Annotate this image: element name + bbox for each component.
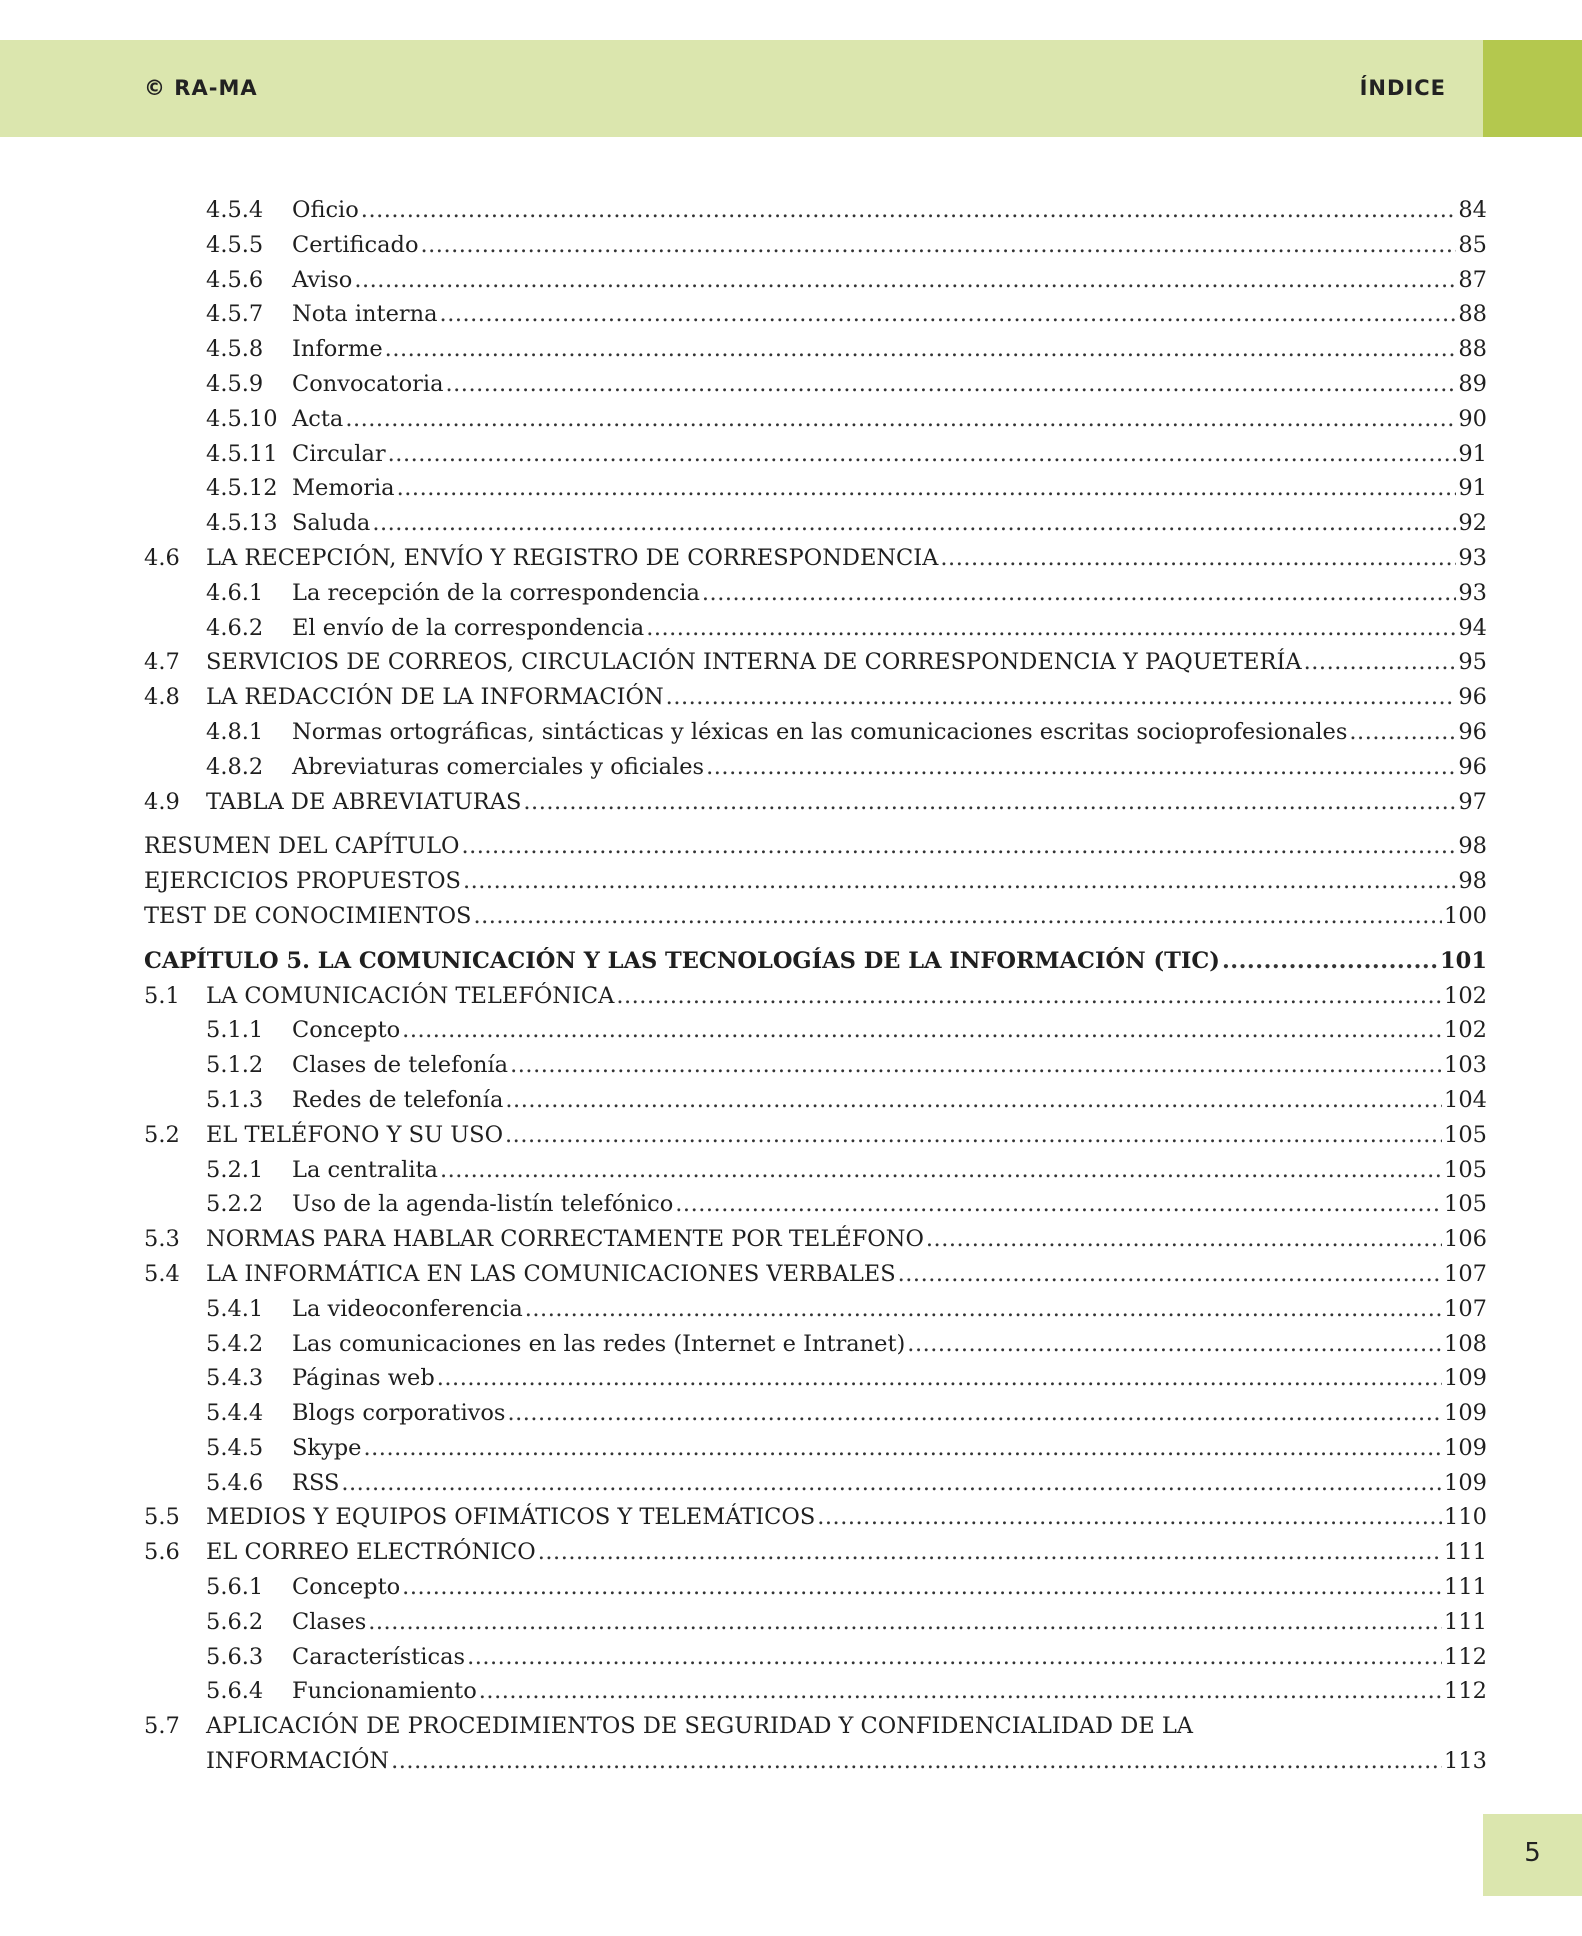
- toc-entry-number: 5.1: [144, 982, 180, 1009]
- toc-entry-number: 5.6.1: [206, 1574, 264, 1601]
- toc-entry: [144, 1257, 1487, 1292]
- toc-entry-title: Circular: [292, 440, 386, 467]
- toc-entry-page: 94: [1458, 614, 1487, 641]
- dot-leader: [898, 1257, 1442, 1292]
- toc-entry-title: Memoria: [292, 475, 395, 502]
- toc-entry: [144, 1396, 1487, 1431]
- toc-entry-number: 4.6.2: [206, 614, 264, 641]
- toc-entry: [144, 829, 1487, 864]
- toc-entry-number: 4.5.7: [206, 301, 264, 328]
- toc-entry: [144, 1431, 1487, 1466]
- toc-entry: [144, 437, 1487, 472]
- toc-entry-number: 4.9: [144, 788, 180, 815]
- toc-entry: [144, 1187, 1487, 1222]
- toc-entry-title: Nota interna: [292, 301, 438, 328]
- toc-entry-page: 87: [1458, 266, 1487, 293]
- toc-entry-page: 93: [1458, 544, 1487, 571]
- dot-leader: [467, 1640, 1442, 1675]
- toc-entry: [144, 611, 1487, 646]
- dot-leader: [463, 864, 1456, 899]
- toc-entry-title: Las comunicaciones en las redes (Internet e Intranet): [292, 1330, 906, 1357]
- toc-entry-title: LA REDACCIÓN DE LA INFORMACIÓN: [206, 684, 664, 711]
- toc-entry-page: 113: [1444, 1748, 1487, 1775]
- toc-entry: [144, 471, 1487, 506]
- toc-entry: [144, 750, 1487, 785]
- dot-leader: [437, 1361, 1442, 1396]
- dot-leader: [907, 1327, 1442, 1362]
- toc-entry-number: 5.1.2: [206, 1052, 264, 1079]
- toc-entry-number: 5.6: [144, 1539, 180, 1566]
- toc-entry-page: 91: [1458, 475, 1487, 502]
- toc-entry-page: 97: [1458, 788, 1487, 815]
- toc-entry-title: La videoconferencia: [292, 1295, 523, 1322]
- toc-entry-page: 106: [1444, 1226, 1487, 1253]
- toc-entry-page: 100: [1444, 902, 1487, 929]
- toc-entry-page: 109: [1444, 1365, 1487, 1392]
- toc-entry: [144, 785, 1487, 820]
- toc-entry-number: 4.5.4: [206, 197, 264, 223]
- toc-entry-page: 111: [1444, 1574, 1487, 1601]
- toc-entry-page: 88: [1458, 301, 1487, 328]
- toc-entry-page: 98: [1458, 833, 1487, 860]
- toc-entry-title: Páginas web: [292, 1365, 435, 1392]
- dot-leader: [461, 829, 1456, 864]
- toc-entry-title: Oficio: [292, 197, 359, 223]
- dot-leader: [479, 1674, 1442, 1709]
- dot-leader: [341, 1466, 1442, 1501]
- toc-entry: [144, 1013, 1487, 1048]
- toc-entry-page: 96: [1458, 718, 1487, 745]
- toc-entry-number: 4.8.1: [206, 718, 264, 745]
- dot-leader: [1349, 715, 1456, 750]
- toc-entry-title: EL CORREO ELECTRÓNICO: [206, 1539, 536, 1566]
- page-number: 5: [1524, 1838, 1541, 1868]
- toc-entry: [144, 1118, 1487, 1153]
- toc-entry: [144, 506, 1487, 541]
- toc-entry-number: 5.2: [144, 1121, 180, 1148]
- toc-entry-title: Clases: [292, 1608, 367, 1635]
- toc-entry-title: Concepto: [292, 1574, 401, 1601]
- toc-entry-page: 109: [1444, 1400, 1487, 1427]
- dot-leader: [646, 611, 1456, 646]
- toc-entry-page: 105: [1444, 1121, 1487, 1148]
- toc-entry: [144, 1535, 1487, 1570]
- toc-entry-number: 4.5.12: [206, 475, 278, 502]
- toc-entry-number: 5.7: [144, 1713, 180, 1740]
- toc-entry: [144, 1466, 1487, 1501]
- dot-leader: [402, 1570, 1442, 1605]
- toc-entry: [144, 332, 1487, 367]
- toc-entry-number: 4.6.1: [206, 579, 264, 606]
- toc-entry-number: 5.4.6: [206, 1469, 264, 1496]
- toc-entry-number: 5.4.3: [206, 1365, 264, 1392]
- toc-entry-title: Uso de la agenda-listín telefónico: [292, 1191, 674, 1218]
- toc-entry-page: 101: [1440, 947, 1487, 974]
- toc-entry-number: 4.5.13: [206, 510, 278, 537]
- toc-entry-page: 92: [1458, 510, 1487, 537]
- toc-entry-title: Informe: [292, 336, 383, 363]
- toc-entry-title: El envío de la correspondencia: [292, 614, 645, 641]
- toc-entry-number: 5.1.3: [206, 1086, 264, 1113]
- dot-leader: [510, 1048, 1442, 1083]
- toc-entry-number: 4.8.2: [206, 753, 264, 780]
- toc-entry-number: 5.2.2: [206, 1191, 264, 1218]
- toc-entry-title: Certificado: [292, 231, 419, 258]
- toc-entry-title: SERVICIOS DE CORREOS, CIRCULACIÓN INTERNA DE CORRESPONDENCIA Y PAQUETERÍA: [206, 649, 1302, 676]
- dot-leader: [1304, 645, 1457, 680]
- toc-entry-title: Concepto: [292, 1017, 401, 1044]
- toc-entry: [144, 1083, 1487, 1118]
- toc-entry-page: 112: [1444, 1678, 1487, 1705]
- toc-entry: [144, 715, 1487, 750]
- dot-leader: [397, 471, 1457, 506]
- toc-entry: [144, 193, 1487, 228]
- toc-entry: [144, 680, 1487, 715]
- toc-entry-number: 5.6.4: [206, 1678, 264, 1705]
- toc-entry-title: APLICACIÓN DE PROCEDIMIENTOS DE SEGURIDAD Y CONFIDENCIALIDAD DE LA: [206, 1713, 1194, 1740]
- toc-entry-number: 5.4.2: [206, 1330, 264, 1357]
- toc-entry-title: RSS: [292, 1469, 340, 1496]
- toc-entry-page: 112: [1444, 1643, 1487, 1670]
- toc-entry-page: 110: [1444, 1504, 1487, 1531]
- toc-entry-number: 5.2.1: [206, 1156, 264, 1183]
- toc-entry-number: 4.5.5: [206, 231, 264, 258]
- section-title: ÍNDICE: [1359, 76, 1446, 100]
- dot-leader: [817, 1500, 1442, 1535]
- toc-entry-title: Saluda: [292, 510, 371, 537]
- toc-entry-page: 111: [1444, 1539, 1487, 1566]
- toc-entry-title: Clases de telefonía: [292, 1052, 509, 1079]
- toc-entry-title: TABLA DE ABREVIATURAS: [206, 788, 522, 815]
- toc-entry: [144, 1222, 1487, 1257]
- toc-entry-title: La centralita: [292, 1156, 438, 1183]
- dot-leader: [421, 228, 1457, 263]
- toc-entry-title: MEDIOS Y EQUIPOS OFIMÁTICOS Y TELEMÁTICOS: [206, 1504, 816, 1531]
- publisher-label: © RA-MA: [144, 76, 258, 100]
- table-of-contents: [144, 193, 1487, 1779]
- toc-entry-page: 103: [1444, 1052, 1487, 1079]
- toc-entry: [144, 1709, 1487, 1744]
- toc-entry-page: 96: [1458, 753, 1487, 780]
- toc-entry-title: Acta: [292, 405, 344, 432]
- dot-leader: [505, 1083, 1442, 1118]
- dot-leader: [616, 979, 1442, 1014]
- toc-entry: [144, 297, 1487, 332]
- toc-entry-title: Abreviaturas comerciales y oficiales: [292, 753, 705, 780]
- dot-leader: [507, 1396, 1442, 1431]
- toc-entry-page: 93: [1458, 579, 1487, 606]
- toc-entry: [144, 1640, 1487, 1675]
- toc-entry-title: Blogs corporativos: [292, 1400, 506, 1427]
- dot-leader: [1222, 944, 1438, 979]
- toc-entry-title: CAPÍTULO 5. LA COMUNICACIÓN Y LAS TECNOLOGÍAS DE LA INFORMACIÓN (TIC): [144, 947, 1220, 974]
- toc-entry-title: EL TELÉFONO Y SU USO: [206, 1121, 504, 1148]
- toc-entry: [144, 1048, 1487, 1083]
- toc-entry: [144, 402, 1487, 437]
- toc-entry-number: 4.8: [144, 684, 180, 711]
- toc-entry: [144, 541, 1487, 576]
- toc-entry-title: INFORMACIÓN: [206, 1748, 390, 1775]
- toc-entry-page: 85: [1458, 231, 1487, 258]
- toc-entry-number: 5.5: [144, 1504, 180, 1531]
- dot-leader: [385, 332, 1457, 367]
- toc-entry: [144, 1500, 1487, 1535]
- toc-entry-number: 4.5.11: [206, 440, 278, 467]
- dot-leader: [354, 263, 1456, 298]
- toc-entry: [144, 263, 1487, 298]
- toc-entry-number: 4.5.6: [206, 266, 264, 293]
- toc-entry: [144, 864, 1487, 899]
- toc-entry: [144, 979, 1487, 1014]
- toc-entry-title: La recepción de la correspondencia: [292, 579, 700, 606]
- toc-entry-page: 108: [1444, 1330, 1487, 1357]
- toc-entry-number: 4.5.9: [206, 370, 264, 397]
- toc-entry-number: 5.1.1: [206, 1017, 264, 1044]
- toc-entry-page: 88: [1458, 336, 1487, 363]
- dot-leader: [345, 402, 1456, 437]
- toc-entry-page: 105: [1444, 1191, 1487, 1218]
- toc-entry-title: LA COMUNICACIÓN TELEFÓNICA: [206, 982, 615, 1009]
- toc-entry-number: 5.4.4: [206, 1400, 264, 1427]
- dot-leader: [675, 1187, 1442, 1222]
- dot-leader: [440, 297, 1457, 332]
- toc-entry-title: Convocatoria: [292, 370, 444, 397]
- dot-leader: [440, 1153, 1442, 1188]
- dot-leader: [666, 680, 1457, 715]
- toc-entry-page: 102: [1444, 982, 1487, 1009]
- dot-leader: [940, 541, 1456, 576]
- dot-leader: [523, 785, 1456, 820]
- toc-entry-number: 5.4.1: [206, 1295, 264, 1322]
- toc-entry-number: 5.6.3: [206, 1643, 264, 1670]
- toc-entry-page: 105: [1444, 1156, 1487, 1183]
- toc-entry-title: Características: [292, 1643, 466, 1670]
- toc-entry-page: 91: [1458, 440, 1487, 467]
- toc-entry-page: 107: [1444, 1295, 1487, 1322]
- page-header: [0, 40, 1582, 137]
- dot-leader: [473, 899, 1442, 934]
- toc-entry: [144, 367, 1487, 402]
- toc-entry-page: 111: [1444, 1608, 1487, 1635]
- toc-entry-title: NORMAS PARA HABLAR CORRECTAMENTE POR TELÉFONO: [206, 1226, 924, 1253]
- dot-leader: [445, 367, 1456, 402]
- toc-entry: [144, 576, 1487, 611]
- toc-entry-page: 84: [1458, 197, 1487, 223]
- toc-entry-number: 5.6.2: [206, 1608, 264, 1635]
- toc-entry-page: 107: [1444, 1260, 1487, 1287]
- dot-leader: [388, 437, 1457, 472]
- toc-entry-page: 95: [1458, 649, 1487, 676]
- toc-entry-page: 109: [1444, 1469, 1487, 1496]
- toc-entry-title: TEST DE CONOCIMIENTOS: [144, 902, 472, 929]
- toc-entry: [144, 645, 1487, 680]
- dot-leader: [525, 1292, 1442, 1327]
- dot-leader: [368, 1605, 1442, 1640]
- toc-entry-number: 4.5.10: [206, 405, 278, 432]
- toc-entry-continuation: [144, 1744, 1487, 1779]
- toc-entry-page: 98: [1458, 868, 1487, 895]
- toc-entry: [144, 1674, 1487, 1709]
- toc-entry: [144, 899, 1487, 934]
- toc-entry-title: Skype: [292, 1434, 362, 1461]
- dot-leader: [538, 1535, 1442, 1570]
- dot-leader: [363, 1431, 1442, 1466]
- toc-entry-title: Redes de telefonía: [292, 1086, 504, 1113]
- dot-leader: [702, 576, 1456, 611]
- dot-leader: [402, 1013, 1442, 1048]
- toc-entry: [144, 1327, 1487, 1362]
- toc-entry-title: LA INFORMÁTICA EN LAS COMUNICACIONES VERBALES: [206, 1260, 896, 1287]
- toc-entry-number: 4.7: [144, 649, 180, 676]
- toc-entry-page: 96: [1458, 684, 1487, 711]
- toc-entry-number: 4.6: [144, 544, 180, 571]
- toc-entry-page: 89: [1458, 370, 1487, 397]
- toc-entry-page: 90: [1458, 405, 1487, 432]
- toc-entry: [144, 1361, 1487, 1396]
- toc-chapter-heading: [144, 944, 1487, 979]
- header-accent-block: [1483, 40, 1582, 137]
- dot-leader: [361, 193, 1457, 228]
- toc-entry-title: Aviso: [292, 266, 353, 293]
- toc-entry: [144, 1570, 1487, 1605]
- toc-entry-title: LA RECEPCIÓN, ENVÍO Y REGISTRO DE CORRESPONDENCIA: [206, 544, 939, 571]
- toc-entry: [144, 1605, 1487, 1640]
- dot-leader: [926, 1222, 1442, 1257]
- dot-leader: [706, 750, 1456, 785]
- toc-entry-page: 109: [1444, 1434, 1487, 1461]
- toc-entry-title: EJERCICIOS PROPUESTOS: [144, 868, 461, 895]
- dot-leader: [391, 1744, 1442, 1779]
- toc-entry-title: RESUMEN DEL CAPÍTULO: [144, 833, 460, 860]
- dot-leader: [505, 1118, 1442, 1153]
- toc-entry-page: 104: [1444, 1086, 1487, 1113]
- toc-entry-number: 5.4.5: [206, 1434, 264, 1461]
- toc-entry-number: 5.4: [144, 1260, 180, 1287]
- toc-entry-page: 102: [1444, 1017, 1487, 1044]
- dot-leader: [372, 506, 1456, 541]
- toc-entry: [144, 1153, 1487, 1188]
- toc-entry-title: Normas ortográficas, sintácticas y léxicas en las comunicaciones escritas socioprofesionales: [292, 718, 1348, 745]
- toc-entry-title: Funcionamiento: [292, 1678, 477, 1705]
- toc-entry-number: 4.5.8: [206, 336, 264, 363]
- toc-entry: [144, 228, 1487, 263]
- page-number-box: [1483, 1814, 1582, 1896]
- toc-entry-number: 5.3: [144, 1226, 180, 1253]
- toc-entry: [144, 1292, 1487, 1327]
